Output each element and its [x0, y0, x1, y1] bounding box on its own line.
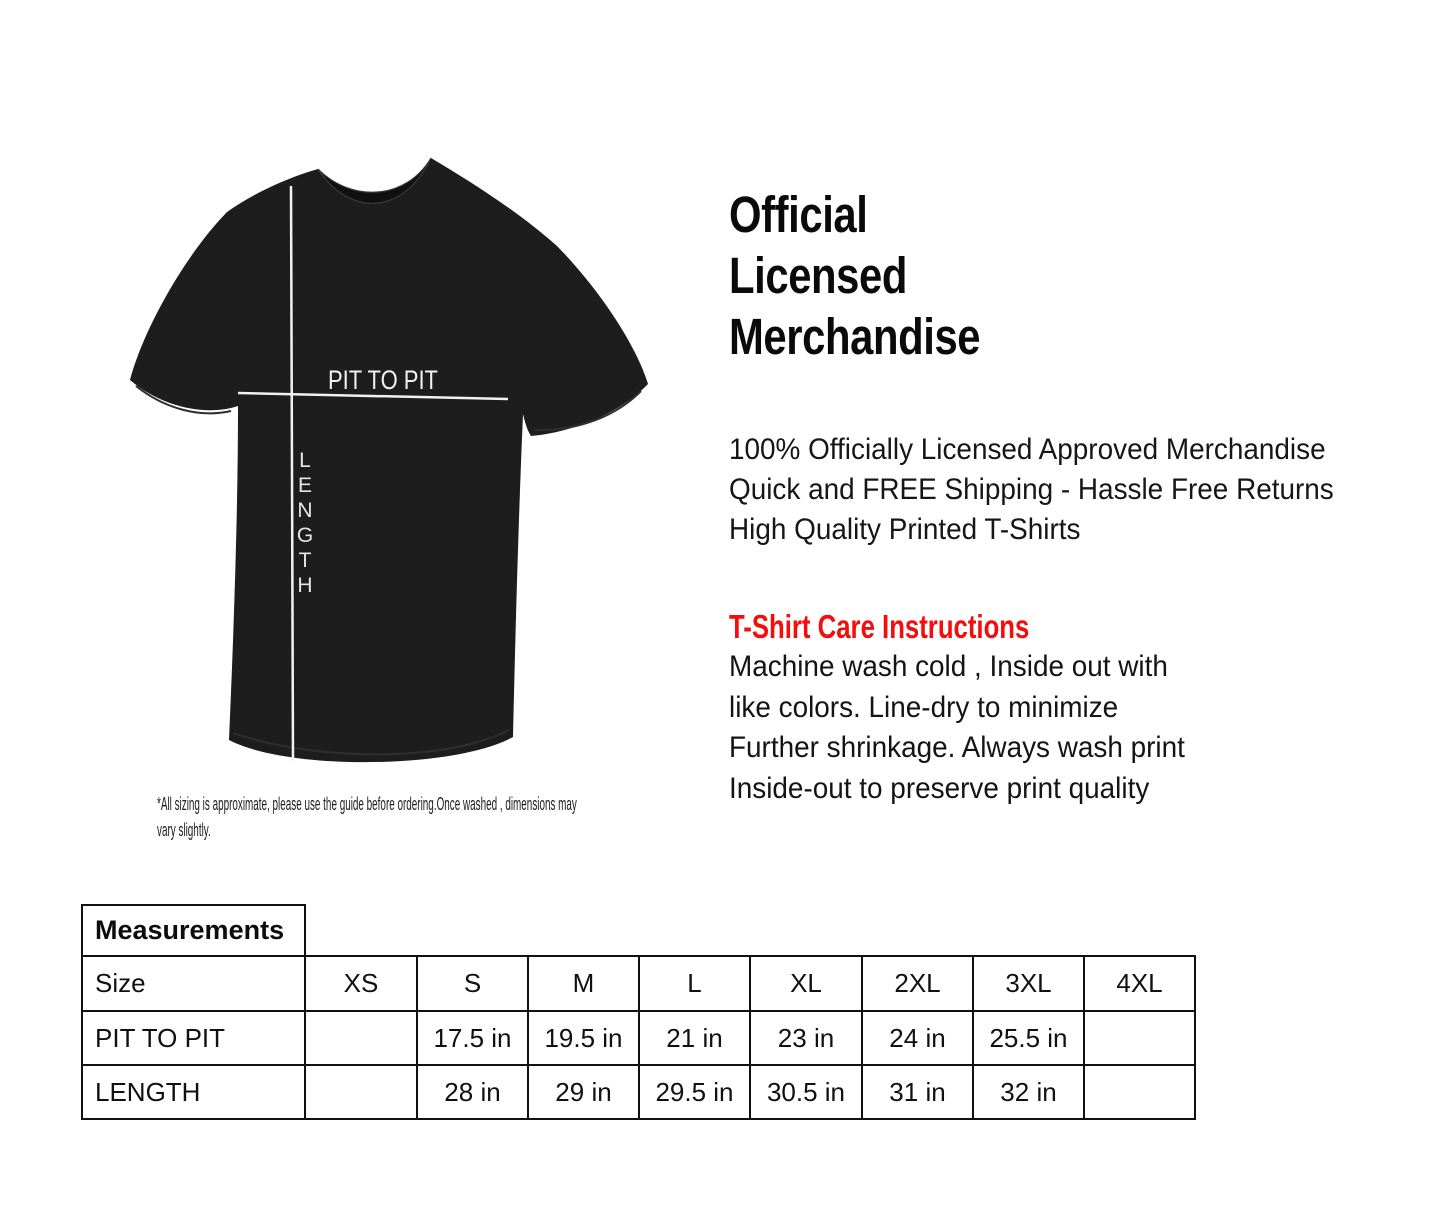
size-header-row	[82, 956, 1195, 1011]
intro-line: Quick and FREE Shipping - Hassle Free Returns	[729, 473, 1334, 506]
tshirt-body	[130, 158, 648, 762]
measurement-value: 19.5 in	[528, 1011, 639, 1065]
measurement-value	[305, 1065, 417, 1119]
intro-line: High Quality Printed T-Shirts	[729, 513, 1081, 546]
size-col-header: S	[417, 956, 528, 1011]
care-line: Machine wash cold , Inside out with	[729, 650, 1168, 683]
pit-to-pit-label: PIT TO PIT	[328, 365, 438, 395]
intro-line: 100% Officially Licensed Approved Merchandise	[729, 433, 1326, 466]
measurement-value: 31 in	[862, 1065, 973, 1119]
care-line: Further shrinkage. Always wash print	[729, 731, 1185, 764]
measurement-value: 17.5 in	[417, 1011, 528, 1065]
size-col-header: 3XL	[973, 956, 1084, 1011]
measurement-value	[1084, 1065, 1195, 1119]
length-letter: G	[296, 524, 314, 547]
length-letter: E	[297, 474, 313, 497]
measurement-value: 21 in	[639, 1011, 750, 1065]
care-instructions-heading: T-Shirt Care Instructions	[729, 608, 1030, 645]
sizing-disclaimer	[157, 791, 608, 843]
care-instructions-text	[729, 647, 1185, 809]
size-col-header: M	[528, 956, 639, 1011]
measurement-value: 32 in	[973, 1065, 1084, 1119]
care-line: Inside-out to preserve print quality	[729, 771, 1150, 805]
length-letter: L	[299, 449, 311, 472]
length-letter: H	[297, 574, 313, 597]
measurement-value: 28 in	[417, 1065, 528, 1119]
measurement-value	[1084, 1011, 1195, 1065]
disclaimer-line: *All sizing is approximate, please use the guide before ordering.Once washed , dimensions may	[157, 794, 577, 814]
disclaimer-line: vary slightly.	[157, 820, 211, 840]
size-col-header: XS	[305, 956, 417, 1011]
tshirt-diagram	[105, 140, 665, 790]
headline-line: Merchandise	[729, 308, 981, 365]
measurement-value: 29.5 in	[639, 1065, 750, 1119]
measurement-value: 25.5 in	[973, 1011, 1084, 1065]
measurement-value: 23 in	[750, 1011, 862, 1065]
measurement-row-label: PIT TO PIT	[82, 1011, 305, 1065]
measurements-section	[81, 904, 1196, 1120]
length-row	[82, 1065, 1195, 1119]
measurement-value	[305, 1011, 417, 1065]
length-letter: N	[297, 499, 313, 522]
headline-official-licensed-merchandise	[729, 184, 980, 367]
measurements-corner-label: Measurements	[81, 904, 306, 957]
size-chart-table	[81, 955, 1196, 1120]
size-col-header: 2XL	[862, 956, 973, 1011]
measurement-row-label: LENGTH	[82, 1065, 305, 1119]
measurement-value: 29 in	[528, 1065, 639, 1119]
size-col-header: L	[639, 956, 750, 1011]
care-line: like colors. Line-dry to minimize	[729, 690, 1119, 724]
length-letter: T	[298, 549, 312, 572]
measurement-value: 30.5 in	[750, 1065, 862, 1119]
size-row-label: Size	[82, 956, 305, 1011]
product-intro-text	[729, 430, 1334, 550]
pit-to-pit-row	[82, 1011, 1195, 1065]
headline-line: Licensed	[729, 247, 908, 304]
size-col-header: XL	[750, 956, 862, 1011]
headline-line: Official	[729, 186, 868, 243]
size-col-header: 4XL	[1084, 956, 1195, 1011]
measurement-value: 24 in	[862, 1011, 973, 1065]
